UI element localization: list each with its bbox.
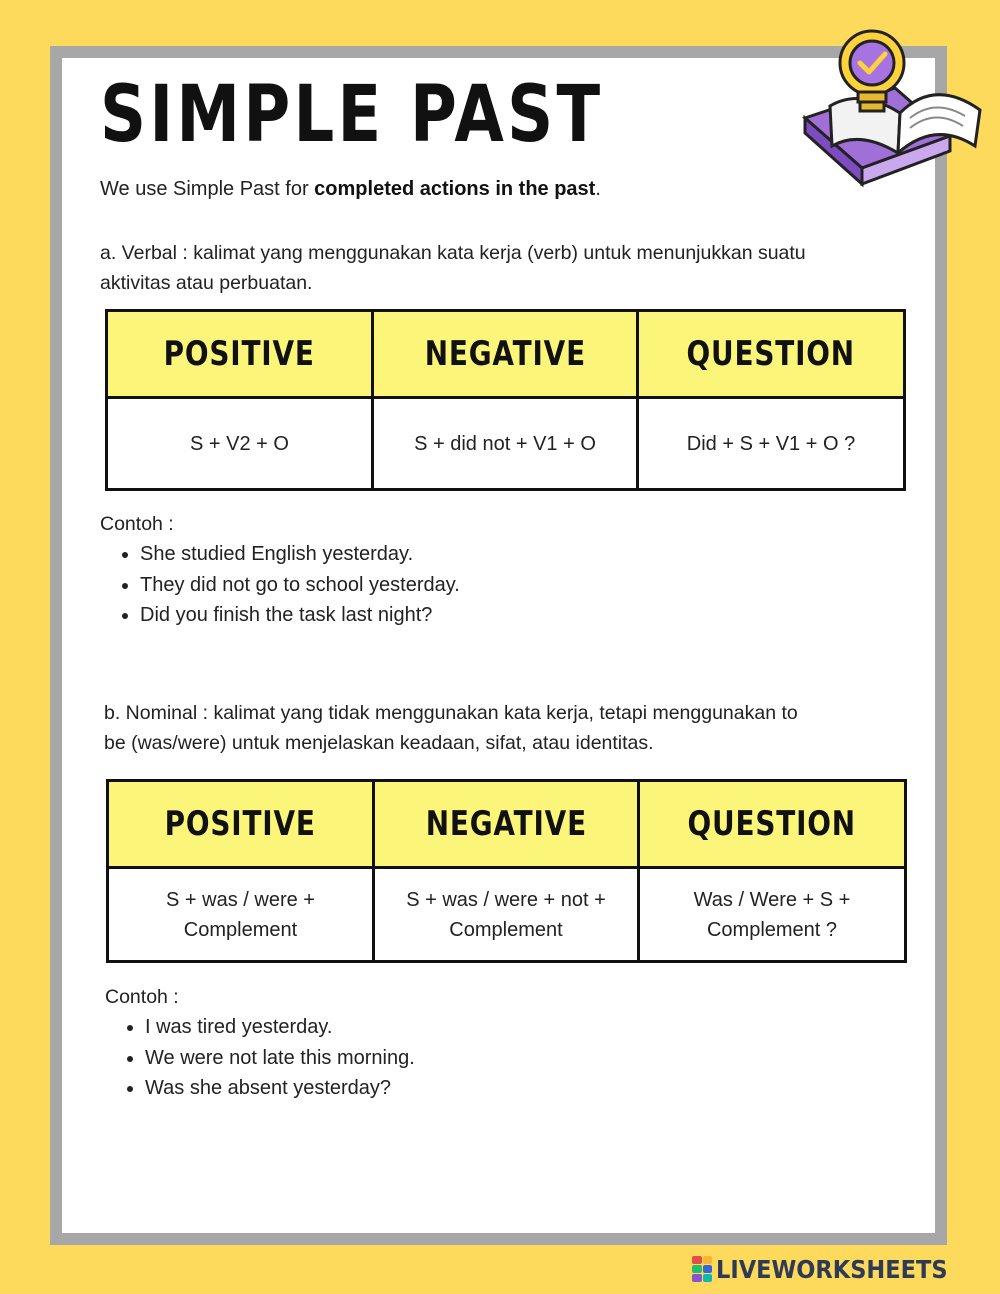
intro-text: We use Simple Past for completed actions in the past. [100, 178, 601, 200]
nominal-example-label: Contoh : [105, 986, 179, 1008]
header-positive: POSITIVE [108, 781, 374, 868]
header-positive: POSITIVE [107, 311, 373, 398]
verbal-formula-table [105, 309, 906, 491]
formula-negative: S + did not + V1 + O [373, 398, 638, 490]
formula-question: Was / Were + S + Complement ? [639, 868, 906, 962]
formula-positive: S + was / were + Complement [108, 868, 374, 962]
formula-negative: S + was / were + not + Complement [374, 868, 639, 962]
formula-positive: S + V2 + O [107, 398, 373, 490]
header-negative: NEGATIVE [373, 311, 638, 398]
header-negative: NEGATIVE [374, 781, 639, 868]
list-item: • Was she absent yesterday? [145, 1073, 415, 1104]
watermark [692, 1254, 973, 1284]
verbal-example-label: Contoh : [100, 513, 174, 535]
intro-emphasis: completed actions in the past [314, 178, 596, 200]
page-title: SIMPLE PAST [100, 70, 604, 160]
nominal-formula-table [106, 779, 907, 963]
list-item: • Did you finish the task last night? [140, 600, 460, 631]
lightbulb-book-icon [800, 18, 985, 193]
header-question: QUESTION [639, 781, 906, 868]
liveworksheets-logo-icon [692, 1256, 712, 1282]
watermark-text: LIVEWORKSHEETS [716, 1254, 948, 1284]
list-item: • I was tired yesterday. [145, 1012, 415, 1043]
verbal-example-list [100, 539, 460, 631]
header-question: QUESTION [638, 311, 905, 398]
verbal-description: a. Verbal : kalimat yang menggunakan kata kerja (verb) untuk menunjukkan suatu aktivitas atau perbuatan. [100, 242, 806, 294]
list-item: • She studied English yesterday. [140, 539, 460, 570]
list-item: • We were not late this morning. [145, 1043, 415, 1074]
list-item: • They did not go to school yesterday. [140, 570, 460, 601]
nominal-description: b. Nominal : kalimat yang tidak menggunakan kata kerja, tetapi menggunakan to be (was/were) untuk menjelaskan keadaan, sifat, atau identitas. [104, 702, 798, 754]
formula-question: Did + S + V1 + O ? [638, 398, 905, 490]
nominal-example-list [105, 1012, 415, 1104]
